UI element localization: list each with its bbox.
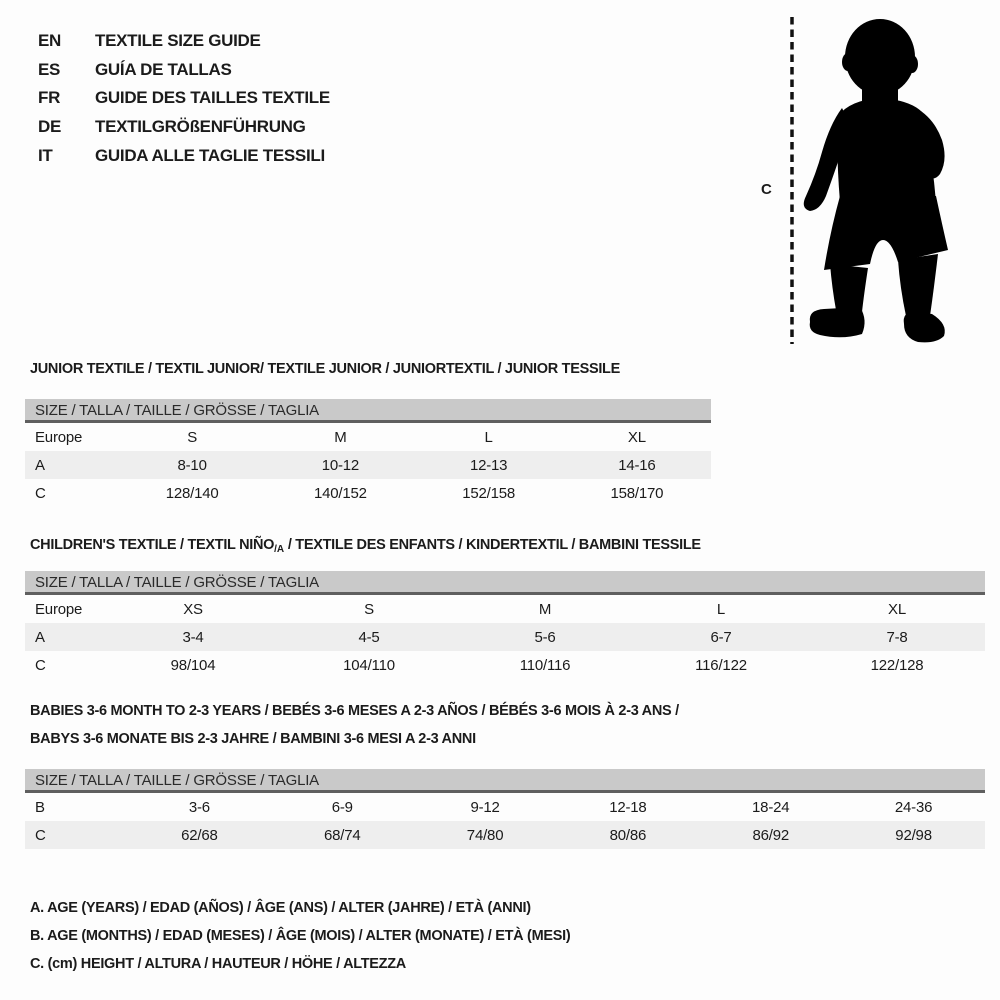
children-section-title (30, 537, 701, 555)
size-value: 140/152 (313, 484, 367, 502)
language-row (38, 113, 330, 142)
height-figure (750, 4, 975, 356)
size-header-bar (25, 399, 711, 423)
size-value: 98/104 (170, 656, 216, 674)
language-code: FR (38, 88, 61, 108)
babies-size-table-block (25, 769, 985, 849)
language-list (38, 27, 330, 170)
size-value: 5-6 (534, 628, 556, 646)
table-row (25, 479, 711, 507)
table-row (25, 423, 711, 451)
size-value: 6-7 (710, 628, 732, 646)
children-title-text: CHILDREN'S TEXTILE / TEXTIL NIÑO (30, 537, 275, 553)
row-label: Europe (35, 600, 83, 618)
size-value: S (364, 600, 374, 618)
size-value: 9-12 (470, 798, 500, 816)
size-value: 158/170 (610, 484, 664, 502)
junior-size-table (25, 423, 711, 507)
size-value: 152/158 (462, 484, 516, 502)
toddler-silhouette-svg (750, 4, 975, 356)
size-value: 10-12 (321, 456, 360, 474)
size-value: XS (183, 600, 203, 618)
footnote-age-years: A. AGE (YEARS) / EDAD (AÑOS) / ÂGE (ANS) / ALTER (JAHRE) / ETÀ (ANNI) (30, 900, 531, 916)
size-value: 8-10 (177, 456, 207, 474)
row-label: Europe (35, 428, 83, 446)
size-value: 74/80 (466, 826, 504, 844)
size-value: 104/110 (343, 656, 395, 674)
size-value: 24-36 (894, 798, 933, 816)
children-size-table (25, 595, 985, 679)
size-value: 128/140 (165, 484, 219, 502)
size-value: M (538, 600, 552, 618)
language-row (38, 56, 330, 85)
language-code: EN (38, 31, 62, 51)
size-value: XL (627, 428, 646, 446)
table-row (25, 651, 985, 679)
babies-section-title-line2: BABYS 3-6 MONATE BIS 2-3 JAHRE / BAMBINI 3-6 MESI A 2-3 ANNI (30, 731, 476, 747)
language-code: ES (38, 59, 61, 79)
size-value: 12-13 (469, 456, 508, 474)
size-header-label: SIZE / TALLA / TAILLE / GRÖSSE / TAGLIA (35, 402, 319, 419)
toddler-silhouette (804, 19, 948, 342)
size-value: 4-5 (358, 628, 380, 646)
height-measure-label: C (761, 181, 772, 198)
language-title: GUIDA ALLE TAGLIE TESSILI (95, 145, 325, 165)
size-value: 92/98 (895, 826, 932, 844)
table-row (25, 595, 985, 623)
table-row (25, 821, 985, 849)
language-title: TEXTILGRÖßENFÜHRUNG (95, 117, 306, 137)
size-value: 68/74 (323, 826, 361, 844)
children-size-table-block (25, 571, 985, 679)
size-value: XL (888, 600, 906, 618)
language-row (38, 84, 330, 113)
table-row (25, 623, 985, 651)
children-title-subscript: /A (274, 544, 285, 555)
size-header-label: SIZE / TALLA / TAILLE / GRÖSSE / TAGLIA (35, 574, 319, 591)
row-label: C (35, 484, 46, 502)
row-label: C (35, 656, 46, 674)
size-value: 7-8 (886, 628, 908, 646)
row-label: C (35, 826, 46, 844)
size-value: L (484, 428, 493, 446)
language-title: TEXTILE SIZE GUIDE (95, 31, 261, 51)
size-value: 110/116 (519, 656, 571, 674)
size-header-bar (25, 769, 985, 793)
language-title: GUÍA DE TALLAS (95, 59, 232, 79)
children-title-text: / TEXTILE DES ENFANTS / KINDERTEXTIL / BAMBINI TESSILE (284, 537, 701, 553)
language-code: IT (38, 145, 53, 165)
size-header-label: SIZE / TALLA / TAILLE / GRÖSSE / TAGLIA (35, 772, 319, 789)
footnote-height-cm: C. (cm) HEIGHT / ALTURA / HAUTEUR / HÖHE / ALTEZZA (30, 956, 406, 972)
size-value: 18-24 (752, 798, 790, 816)
row-label: B (35, 798, 45, 816)
babies-section-title-line1: BABIES 3-6 MONTH TO 2-3 YEARS / BEBÉS 3-6 MESES A 2-3 AÑOS / BÉBÉS 3-6 MOIS À 2-3 ANS / (30, 703, 679, 719)
language-row (38, 27, 330, 56)
size-value: 62/68 (181, 826, 218, 844)
size-header-bar (25, 571, 985, 595)
size-value: 14-16 (618, 456, 656, 474)
size-value: 116/122 (695, 656, 747, 674)
size-value: 3-6 (188, 798, 210, 816)
size-value: S (187, 428, 198, 446)
language-code: DE (38, 117, 62, 137)
junior-section-title: JUNIOR TEXTILE / TEXTIL JUNIOR/ TEXTILE JUNIOR / JUNIORTEXTIL / JUNIOR TESSILE (30, 361, 620, 377)
size-value: 86/92 (752, 826, 789, 844)
size-value: 6-9 (331, 798, 353, 816)
table-row (25, 451, 711, 479)
size-value: M (334, 428, 347, 446)
row-label: A (35, 628, 45, 646)
size-value: 12-18 (609, 798, 647, 816)
size-value: 80/86 (609, 826, 647, 844)
language-row (38, 141, 330, 170)
size-value: 3-4 (182, 628, 204, 646)
footnote-legend (30, 894, 570, 978)
babies-size-table (25, 793, 985, 849)
footnote-age-months: B. AGE (MONTHS) / EDAD (MESES) / ÂGE (MOIS) / ALTER (MONATE) / ETÀ (MESI) (30, 928, 571, 944)
size-value: 122/128 (870, 656, 924, 674)
size-value: L (716, 600, 726, 618)
table-row (25, 793, 985, 821)
row-label: A (35, 456, 45, 474)
language-title: GUIDE DES TAILLES TEXTILE (95, 88, 330, 108)
junior-size-table-block (25, 399, 711, 507)
